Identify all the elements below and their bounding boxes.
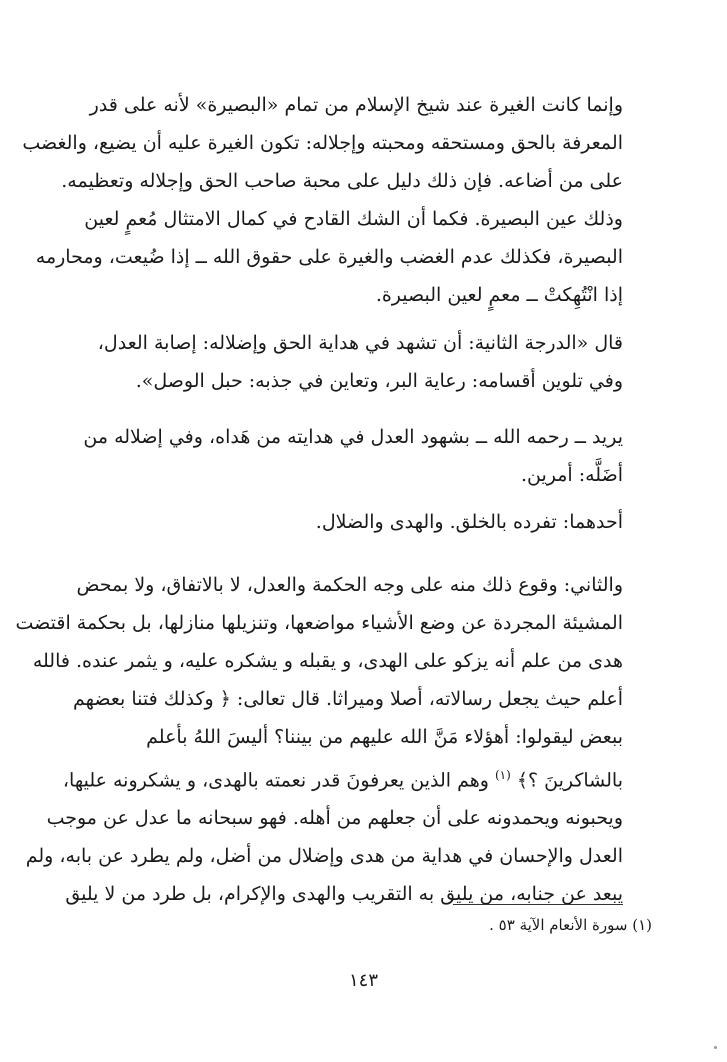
paragraph-3	[83, 418, 623, 494]
text-line: وإنما كانت الغيرة عند شيخ الإسلام من تمام «البصيرة» لأنه على قدر	[89, 94, 623, 116]
footnote: (١) سورة الأنعام الآية ٥٣ .	[489, 916, 652, 934]
paragraph-4	[91, 503, 623, 541]
text-line: أعلم حيث يجعل رسالاته، أصلا وميراثا. قال تعالى: ﴿ وكذلك فتنا بعضهم	[72, 688, 623, 710]
text-line: وذلك عين البصيرة. فكما أن الشك القادح في كمال الامتثال مُعمٍ لعين	[84, 208, 623, 230]
text-line: أضَلَّه: أمرين.	[520, 464, 623, 486]
text-line: أحدهما: تفرده بالخلق. والهدى والضلال.	[315, 511, 623, 533]
page-number: ١٤٣	[348, 970, 378, 991]
text-line: ببعض ليقولوا: أهؤلاء مَنَّ الله عليهم من بيننا؟ أليسَ اللهُ بأعلم	[146, 726, 623, 748]
text-line: المعرفة بالحق ومستحقه ومحبته وإجلاله: تكون الغيرة عليه أن يضيع، والغضب	[22, 132, 623, 154]
text-line: يريد ــ رحمه الله ــ بشهود العدل في هدايته من هَداه، وفي إضلاله من	[83, 426, 623, 448]
text-line: المشيئة المجردة عن وضع الأشياء مواضعها، وتنزيلها منازلها، بل بحكمة اقتضت	[15, 612, 623, 634]
paragraph-1	[22, 86, 623, 314]
text-line: العدل والإحسان في هداية من هدى وإضلال من أضل، ولم يطرد عن بابه، ولم	[25, 845, 623, 868]
text-line: وفي تلوين أقسامه: رعاية البر، وتعاين في جذبه: حبل الوصل».	[135, 370, 623, 392]
text-line: البصيرة، فكذلك عدم الغضب والغيرة على حقوق الله ــ إذا ضُيعت، ومحارمه	[35, 246, 623, 268]
text-line-with-footnote	[62, 756, 623, 799]
text-line: هدى من علم أنه يزكو على الهدى، و يقبله و يشكره عليه، و يثمر عنده. فالله	[32, 650, 623, 672]
footnote-divider	[453, 904, 623, 905]
text-line: ويحبونه ويحمدونه على أن جعلهم من أهله. فهو سبحانه ما عدل عن موجب	[46, 807, 623, 830]
scan-speck	[714, 1046, 717, 1049]
text-line: يبعد عن جنابه، من يليق به التقريب والهدى والإكرام، بل طرد من لا يليق	[65, 883, 623, 906]
quran-verse-end: بالشاكرينَ ؟﴾	[516, 769, 623, 792]
footnote-reference[interactable]: (١)	[494, 768, 511, 782]
text-line: قال «الدرجة الثانية: أن تشهد في هداية الحق وإضلاله: إصابة العدل،	[97, 332, 623, 354]
line-continuation: وهم الذين يعرفونَ قدر نعمته بالهدى، و يشكرونه عليها،	[62, 769, 489, 792]
text-line: إذا انْتُهِكتْ ــ معمٍ لعين البصيرة.	[375, 284, 623, 306]
paragraph-5	[15, 566, 623, 913]
text-line: على من أضاعه. فإن ذلك دليل على محبة صاحب الحق وإجلاله وتعظيمه.	[61, 170, 623, 192]
text-line: والثاني: وقوع ذلك منه على وجه الحكمة والعدل، لا بالاتفاق، ولا بمحض	[76, 574, 623, 596]
paragraph-2-quote	[91, 324, 623, 400]
